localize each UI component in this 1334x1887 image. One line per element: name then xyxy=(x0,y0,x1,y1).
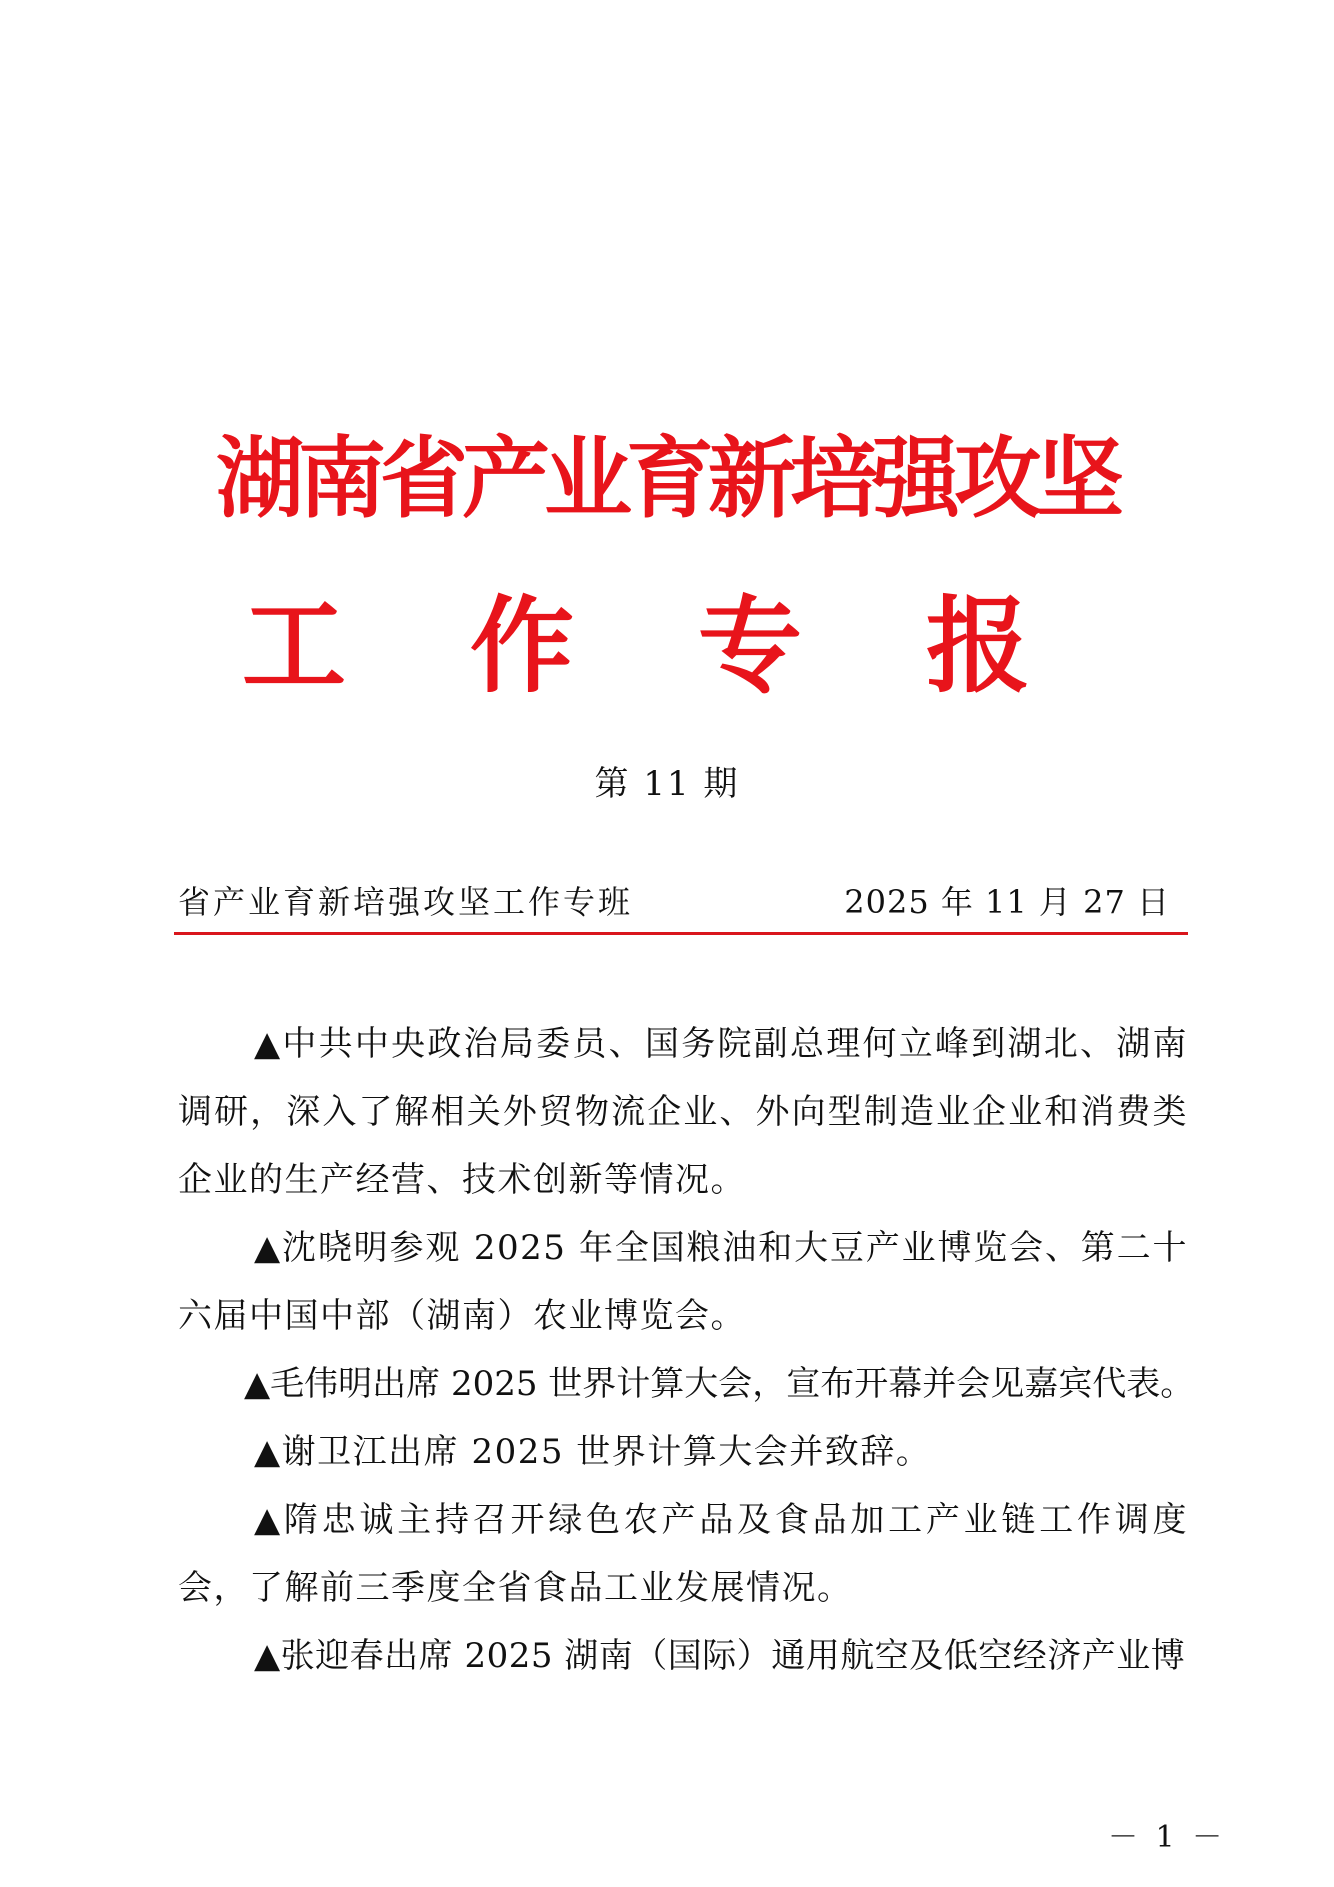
issue-number: 第 11 期 xyxy=(594,764,740,804)
masthead-title: 湖南省产业育新培强攻坚 xyxy=(215,426,1118,530)
masthead-subtitle-char: 作 xyxy=(469,584,636,707)
news-item: ▲毛伟明出席 2025 世界计算大会，宣布开幕并会见嘉宾代表。 xyxy=(244,1364,1195,1404)
masthead-subtitle-char: 工 xyxy=(241,584,408,707)
news-item: ▲沈晓明参观 2025 年全国粮油和大豆产业博览会、第二十六届中国中部（湖南）农业博览会。 xyxy=(178,1228,1188,1336)
news-item: ▲隋忠诚主持召开绿色农产品及食品加工产业链工作调度会，了解前三季度全省食品工业发展情况。 xyxy=(178,1500,1188,1608)
red-divider xyxy=(174,932,1188,935)
issuer: 省产业育新培强攻坚工作专班 xyxy=(178,883,634,921)
news-item: ▲张迎春出席 2025 湖南（国际）通用航空及低空经济产业博 xyxy=(254,1636,1186,1676)
news-body xyxy=(178,1010,1195,1690)
issue-date: 2025 年 11 月 27 日 xyxy=(844,883,1170,921)
page-number: － 1 － xyxy=(1108,1820,1227,1855)
news-item: ▲谢卫江出席 2025 世界计算大会并致辞。 xyxy=(254,1432,932,1472)
masthead-subtitle xyxy=(0,584,1334,707)
document-header xyxy=(178,880,1188,926)
masthead-subtitle-char: 专 xyxy=(698,584,865,707)
masthead-subtitle-char: 报 xyxy=(926,584,1093,707)
news-item: ▲中共中央政治局委员、国务院副总理何立峰到湖北、湖南调研，深入了解相关外贸物流企业、外向型制造业企业和消费类企业的生产经营、技术创新等情况。 xyxy=(178,1024,1188,1200)
